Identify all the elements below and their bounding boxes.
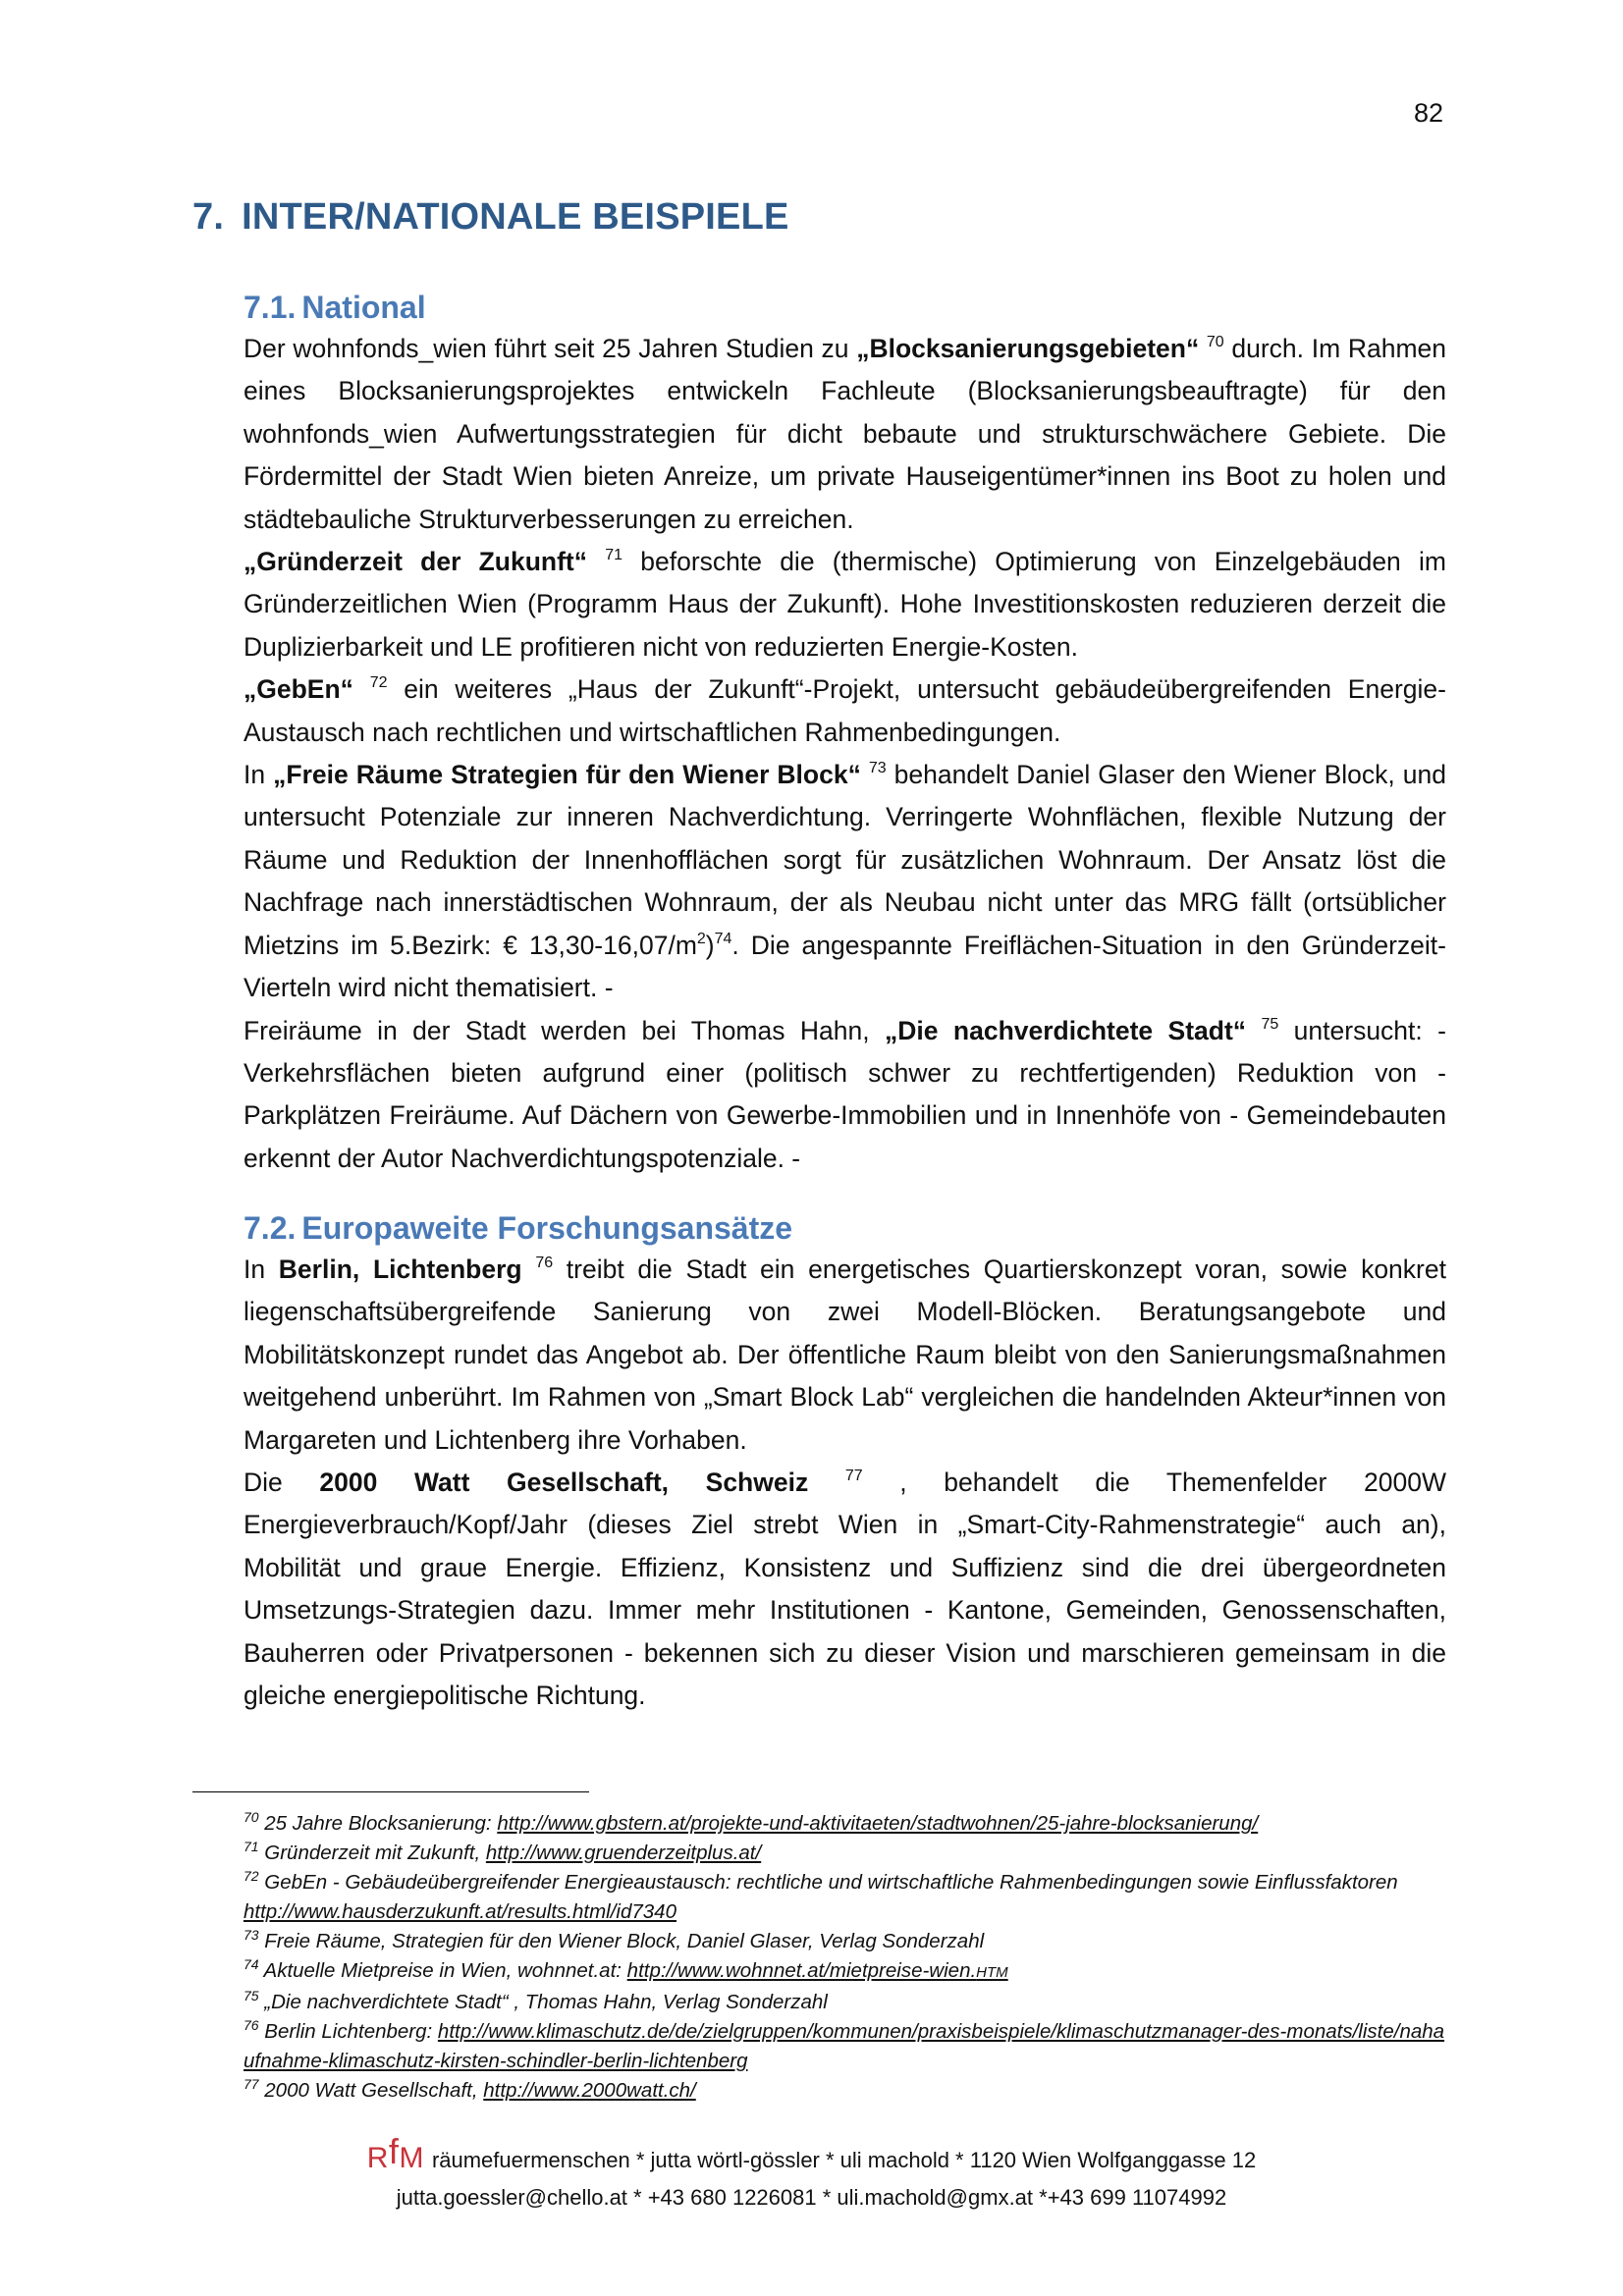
footnote-text: 25 Jahre Blocksanierung: — [264, 1812, 498, 1835]
rfm-logo — [366, 2131, 424, 2174]
footnote-link[interactable]: http://www.gruenderzeitplus.at/ — [485, 1842, 762, 1864]
section-national — [243, 287, 1446, 1180]
footnote-number: 73 — [243, 1927, 259, 1943]
chapter-title: INTER/NATIONALE BEISPIELE — [242, 196, 789, 238]
footnote-link[interactable]: http://www.klimaschutz.de/de/zielgruppen/kommunen/praxisbeispiele/klimaschutzmanager-des-monats/liste/nahaufnahme-klimaschutz-kirsten-schindler-berlin-lichtenberg — [243, 2020, 1445, 2072]
footnote-ref[interactable]: 74 — [714, 930, 732, 947]
chapter-heading — [192, 196, 789, 239]
footnote-ref[interactable]: 70 — [1206, 334, 1224, 350]
footnote-ref[interactable]: 73 — [868, 760, 887, 777]
footnote-text: Berlin Lichtenberg: — [264, 2020, 438, 2043]
footnote-text: 2000 Watt Gesellschaft, — [264, 2079, 484, 2102]
footnote-number: 72 — [243, 1868, 259, 1884]
footnote — [243, 1868, 1446, 1927]
section-number: 7.2. — [243, 1210, 297, 1246]
footer-contact: jutta.goessler@chello.at * +43 680 1226081 * uli.machold@gmx.at *+43 699 11074992 — [396, 2185, 1227, 2210]
bold-term: Berlin, Lichtenberg — [278, 1255, 522, 1284]
bold-term: „Blocksanierungsgebieten“ — [856, 334, 1200, 363]
footnote-ref[interactable]: 72 — [369, 674, 388, 692]
text: Freiräume in der Stadt werden bei Thomas Hahn, — [243, 1015, 886, 1045]
section-europaweit — [243, 1207, 1446, 1717]
footnote-link-suffix: HTM — [976, 1964, 1008, 1981]
footnote — [243, 1809, 1446, 1839]
section-heading-national — [243, 287, 1446, 328]
footnote-link[interactable] — [627, 1959, 1008, 1982]
section-title: National — [301, 290, 426, 325]
footnote-text: „Die nachverdichtete Stadt“ , Thomas Hahn, Verlag Sonderzahl — [264, 1991, 828, 2013]
bold-term: „Die nachverdichtete Stadt“ — [885, 1015, 1247, 1045]
footnote-number: 76 — [243, 2017, 259, 2033]
footnote-number: 77 — [243, 2076, 259, 2092]
footnote — [243, 2017, 1446, 2076]
footnote-link[interactable]: http://www.2000watt.ch/ — [483, 2079, 696, 2102]
paragraph-freie-raeume — [243, 754, 1446, 1009]
paragraph-nachverdichtete-stadt — [243, 1010, 1446, 1181]
bold-term: „Gründerzeit der Zukunft“ — [243, 547, 588, 577]
footnote-number: 74 — [243, 1956, 259, 1972]
text: ein weiteres „Haus der Zukunft“-Projekt, untersucht gebäudeübergreifenden Energie-Austausch nach rechtlichen und wirtschaftlichen Rahmenbedingungen. — [243, 674, 1446, 747]
section-heading-europaweit — [243, 1207, 1446, 1249]
text: ) — [705, 930, 715, 960]
footnote — [243, 1988, 1446, 2017]
footnote-number: 70 — [243, 1809, 259, 1825]
footnote-ref[interactable]: 75 — [1261, 1015, 1279, 1033]
logo-letter-m: M — [399, 2142, 424, 2174]
text: behandelt Daniel Glaser den Wiener Block, und untersucht Potenziale zur inneren Nachverdichtung. Verringerte Wohnflächen, flexible Nutzung der Räume und Reduktion der Innenhofflächen sorgt für zusätzlichen Wohnraum. Der Ansatz löst die Nachfrage nach innerstädtischen Wohnraum, der als Neubau nicht unter das MRG fällt (ortsüblicher Mietzins im 5.Bezirk: € 13,30-16,07/m — [243, 760, 1446, 960]
text: durch. Im Rahmen eines Blocksanierungsprojektes entwickeln Fachleute (Blocksanierungsbeauftragte) für den wohnfonds_wien Aufwertungsstrategien für dicht bebaute und strukturschwächere Gebiete. Die Fördermittel der Stadt Wien bieten Anreize, um private Hauseigentümer*innen ins Boot zu holen und städtebauliche Strukturverbesserungen zu erreichen. — [243, 334, 1446, 534]
logo-letter-f: f — [388, 2131, 400, 2171]
footnote — [243, 1927, 1446, 1956]
section-number: 7.1. — [243, 290, 297, 325]
bold-term: „Freie Räume Strategien für den Wiener Block“ — [273, 760, 861, 790]
footnote-text: GebEn - Gebäudeübergreifender Energieaustausch: rechtliche und wirtschaftliche Rahmenbedingungen sowie Einflussfaktoren — [264, 1871, 1398, 1894]
text: treibt die Stadt ein energetisches Quartierskonzept voran, sowie konkret liegenschaftsübergreifende Sanierung von zwei Modell-Blöcken. Beratungsangebote und Mobilitätskonzept rundet das Angebot ab. Der öffentliche Raum bleibt von den Sanierungsmaßnahmen weitgehend unberührt. Im Rahmen von „Smart Block Lab“ vergleichen die handelnden Akteur*innen von Margareten und Lichtenberg ihre Vorhaben. — [243, 1255, 1446, 1455]
footnote-separator — [192, 1791, 589, 1792]
chapter-number: 7. — [192, 196, 225, 238]
footnote-link[interactable]: http://www.gbstern.at/projekte-und-aktivitaeten/stadtwohnen/25-jahre-blocksanierung/ — [497, 1812, 1259, 1835]
logo-letter-r: R — [366, 2142, 389, 2174]
section-title: Europaweite Forschungsansätze — [301, 1210, 793, 1246]
text: untersucht: - Verkehrsflächen bieten aufgrund einer (politisch schwer zu rechtfertigenden) Reduktion von - Parkplätzen Freiräume. Auf Dächern von Gewerbe-Immobilien und in Innenhöfe von - Gemeindebauten erkennt der Autor Nachverdichtungspotenziale. - — [243, 1015, 1446, 1173]
superscript-2: 2 — [696, 930, 706, 947]
paragraph-blocksanierung — [243, 328, 1446, 541]
footnote-ref[interactable]: 71 — [605, 547, 623, 564]
footer-address — [0, 2131, 1623, 2176]
paragraph-berlin — [243, 1249, 1446, 1462]
footnote-text: Gründerzeit mit Zukunft, — [264, 1842, 486, 1864]
footnote-text: Aktuelle Mietpreise in Wien, wohnnet.at: — [263, 1959, 627, 1982]
footnote-link[interactable]: http://www.hausderzukunft.at/results.html/id7340 — [243, 1900, 676, 1923]
text: Die — [243, 1468, 320, 1498]
text: beforschte die (thermische) Optimierung von Einzelgebäuden im Gründerzeitlichen Wien (Programm Haus der Zukunft). Hohe Investitionskosten reduzieren derzeit die Duplizierbarkeit und LE profitieren nicht von reduzierten Energie-Kosten. — [243, 547, 1446, 662]
footnote-number: 71 — [243, 1839, 259, 1854]
footnote — [243, 1839, 1446, 1868]
page-number: 82 — [1413, 98, 1443, 128]
footnote-number: 75 — [243, 1988, 259, 2003]
paragraph-2000-watt — [243, 1462, 1446, 1717]
paragraph-gruenderzeit — [243, 541, 1446, 668]
text: . Die angespannte Freiflächen-Situation in den Gründerzeit-Vierteln wird nicht thematisiert. - — [243, 930, 1446, 1003]
footnote — [243, 1956, 1446, 1988]
footer-line-1: räumefuermenschen * jutta wörtl-gössler * uli machold * 1120 Wien Wolfganggasse 12 — [431, 2148, 1257, 2172]
text: Der wohnfonds_wien führt seit 25 Jahren Studien zu — [243, 334, 857, 363]
text: , behandelt die Themenfelder 2000W Energieverbrauch/Kopf/Jahr (dieses Ziel strebt Wien in „Smart-City-Rahmenstrategie“ auch an), Mobilität und graue Energie. Effizienz, Konsistenz und Suffizienz sind die drei übergeordneten Umsetzungs-Strategien dazu. Immer mehr Institutionen - Kantone, Gemeinden, Genossenschaften, Bauherren oder Privatpersonen - bekennen sich zu dieser Vision und marschieren gemeinsam in die gleiche energiepolitische Richtung. — [243, 1468, 1446, 1711]
bold-term: 2000 Watt Gesellschaft, Schweiz — [319, 1468, 809, 1498]
footnote-ref[interactable]: 76 — [535, 1255, 554, 1271]
bold-term: „GebEn“ — [243, 674, 353, 705]
text: In — [243, 1255, 279, 1284]
footnotes — [243, 1809, 1446, 2106]
paragraph-geben — [243, 668, 1446, 754]
footnote-link-text: http://www.wohnnet.at/mietpreise-wien. — [626, 1959, 977, 1982]
text: In — [243, 760, 274, 790]
footnote — [243, 2076, 1446, 2106]
footnote-text: Freie Räume, Strategien für den Wiener Block, Daniel Glaser, Verlag Sonderzahl — [264, 1930, 985, 1952]
footnote-ref[interactable]: 77 — [844, 1468, 863, 1485]
